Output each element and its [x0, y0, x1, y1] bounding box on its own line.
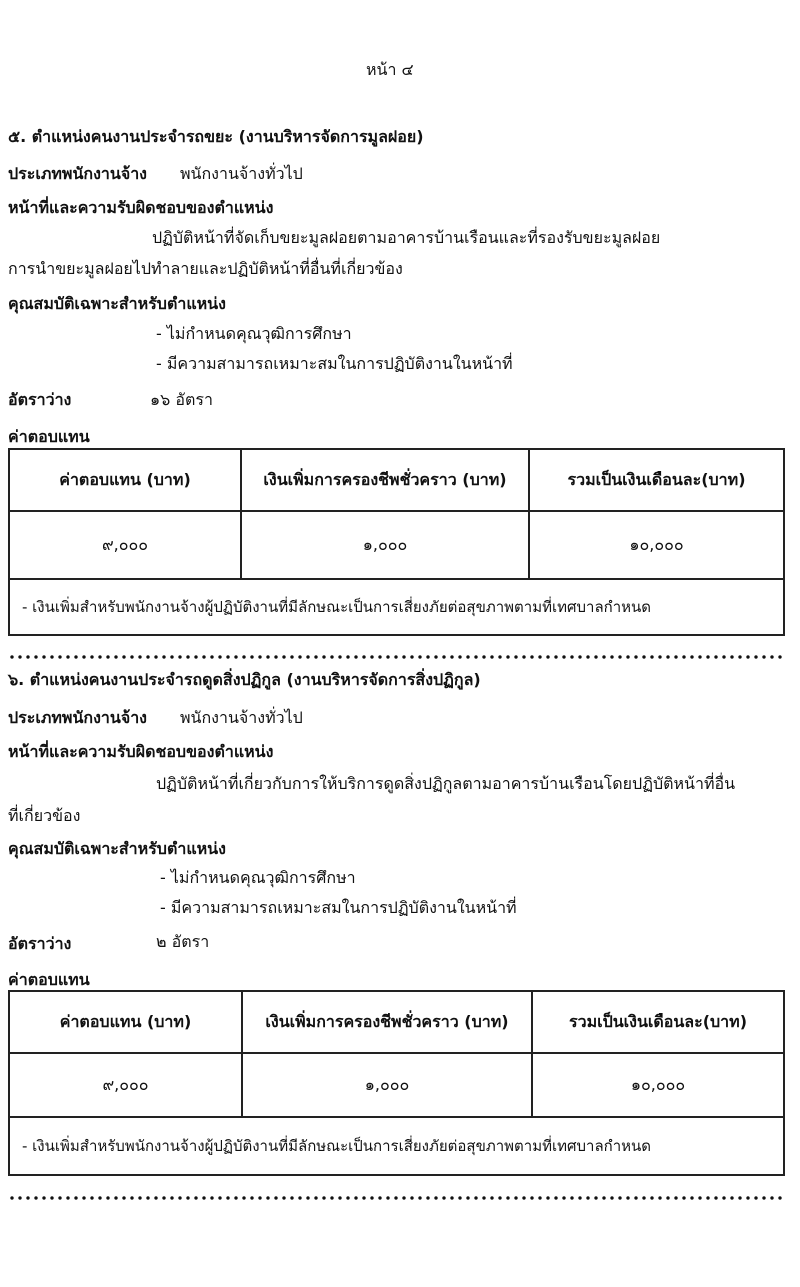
qualifications-heading: คุณสมบัติเฉพาะสำหรับตำแหน่ง: [8, 839, 226, 858]
table-header: ค่าตอบแทน (บาท): [9, 449, 241, 511]
page-number: หน้า ๔: [366, 60, 414, 79]
duties-text-line2: ที่เกี่ยวข้อง: [8, 806, 81, 825]
employee-type-value: พนักงานจ้างทั่วไป: [180, 164, 303, 183]
dotted-separator: [8, 655, 786, 659]
table-header: เงินเพิ่มการครองชีพชั่วคราว (บาท): [242, 991, 532, 1053]
compensation-table: [8, 448, 785, 636]
vacancy-value: ๑๖ อัตรา: [150, 390, 213, 409]
table-cell: ๑,๐๐๐: [242, 1053, 532, 1117]
section-title: ๖. ตำแหน่งคนงานประจำรถดูดสิ่งปฏิกูล (งานบริหารจัดการสิ่งปฏิกูล): [8, 670, 481, 689]
qualification-item: - มีความสามารถเหมาะสมในการปฏิบัติงานในหน้าที่: [160, 898, 517, 917]
duties-text-line1: ปฏิบัติหน้าที่เกี่ยวกับการให้บริการดูดสิ่งปฏิกูลตามอาคารบ้านเรือนโดยปฏิบัติหน้าที่อื่น: [156, 774, 736, 793]
table-note: - เงินเพิ่มสำหรับพนักงานจ้างผู้ปฏิบัติงานที่มีลักษณะเป็นการเสี่ยงภัยต่อสุขภาพตามที่เทศบาลกำหนด: [9, 1117, 784, 1175]
duties-text-line2: การนำขยะมูลฝอยไปทำลายและปฏิบัติหน้าที่อื่นที่เกี่ยวข้อง: [8, 259, 403, 278]
table-note: - เงินเพิ่มสำหรับพนักงานจ้างผู้ปฏิบัติงานที่มีลักษณะเป็นการเสี่ยงภัยต่อสุขภาพตามที่เทศบาลกำหนด: [9, 579, 784, 635]
employee-type-value: พนักงานจ้างทั่วไป: [180, 708, 303, 727]
table-header: ค่าตอบแทน (บาท): [9, 991, 242, 1053]
section-title: ๕. ตำแหน่งคนงานประจำรถขยะ (งานบริหารจัดการมูลฝอย): [8, 127, 424, 146]
employee-type-label: ประเภทพนักงานจ้าง: [8, 164, 147, 183]
dotted-separator: [8, 1196, 786, 1200]
duties-heading: หน้าที่และความรับผิดชอบของตำแหน่ง: [8, 198, 274, 217]
table-cell: ๑๐,๐๐๐: [532, 1053, 784, 1117]
vacancy-label: อัตราว่าง: [8, 934, 72, 953]
duties-heading: หน้าที่และความรับผิดชอบของตำแหน่ง: [8, 742, 274, 761]
table-cell: ๙,๐๐๐: [9, 511, 241, 579]
qualification-item: - ไม่กำหนดคุณวุฒิการศึกษา: [156, 324, 352, 343]
table-header: รวมเป็นเงินเดือนละ(บาท): [532, 991, 784, 1053]
qualification-item: - ไม่กำหนดคุณวุฒิการศึกษา: [160, 868, 356, 887]
table-header: เงินเพิ่มการครองชีพชั่วคราว (บาท): [241, 449, 529, 511]
table-cell: ๙,๐๐๐: [9, 1053, 242, 1117]
compensation-heading: ค่าตอบแทน: [8, 970, 90, 989]
vacancy-label: อัตราว่าง: [8, 390, 72, 409]
compensation-heading: ค่าตอบแทน: [8, 427, 90, 446]
table-cell: ๑๐,๐๐๐: [529, 511, 784, 579]
table-header: รวมเป็นเงินเดือนละ(บาท): [529, 449, 784, 511]
table-cell: ๑,๐๐๐: [241, 511, 529, 579]
employee-type-label: ประเภทพนักงานจ้าง: [8, 708, 147, 727]
duties-text-line1: ปฏิบัติหน้าที่จัดเก็บขยะมูลฝอยตามอาคารบ้านเรือนและที่รองรับขยะมูลฝอย: [152, 228, 661, 247]
qualifications-heading: คุณสมบัติเฉพาะสำหรับตำแหน่ง: [8, 294, 226, 313]
qualification-item: - มีความสามารถเหมาะสมในการปฏิบัติงานในหน้าที่: [156, 354, 513, 373]
compensation-table: [8, 990, 785, 1176]
vacancy-value: ๒ อัตรา: [156, 932, 210, 951]
